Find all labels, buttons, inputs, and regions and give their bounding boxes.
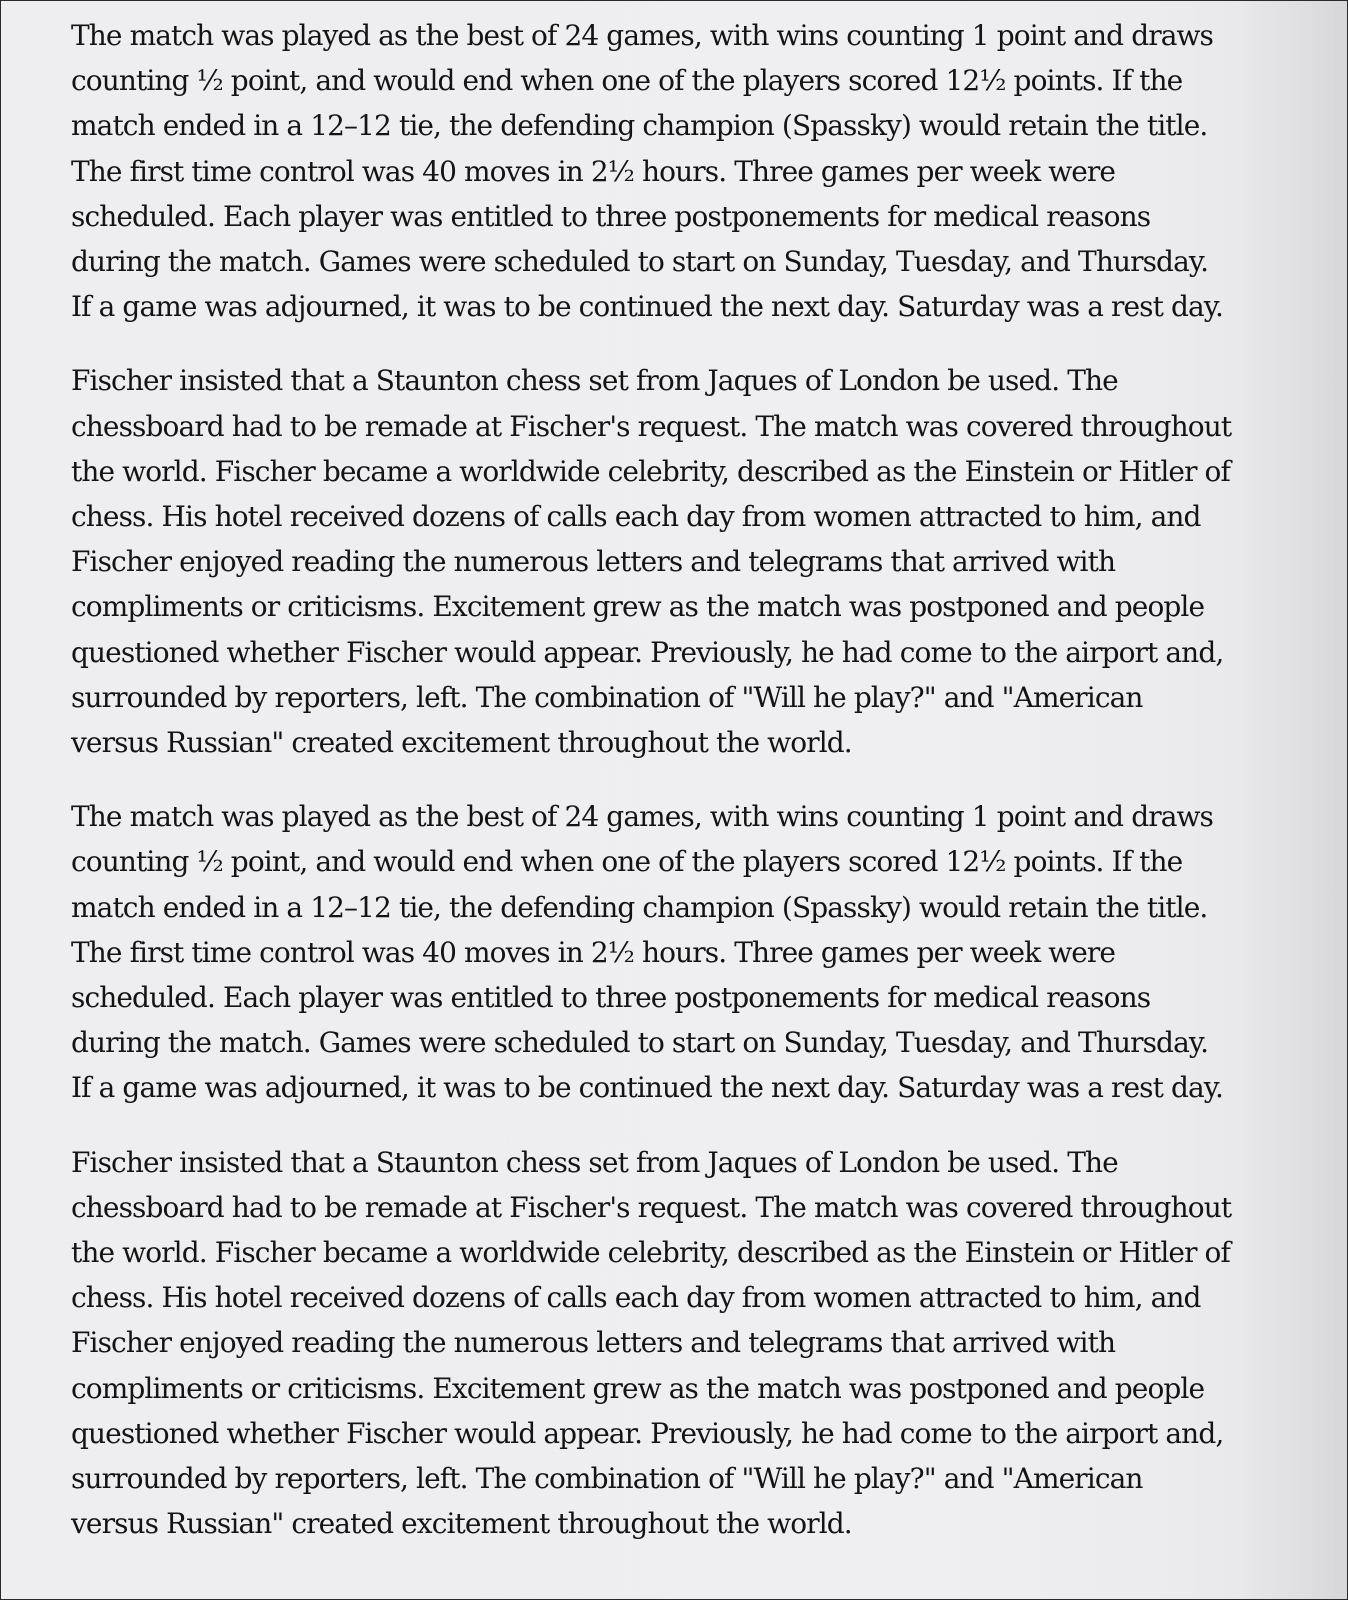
paragraph-1 (71, 13, 1321, 329)
text-line: The match was played as the best of 24 games, with wins counting 1 point and draws (71, 800, 1214, 834)
text-line: scheduled. Each player was entitled to three postponements for medical reasons (71, 199, 1151, 233)
text-line: counting ½ point, and would end when one of the players scored 12½ points. If the (71, 64, 1183, 98)
text-line: The first time control was 40 moves in 2½ hours. Three games per week were (71, 154, 1116, 188)
paragraph-2 (71, 358, 1321, 765)
text-line: surrounded by reporters, left. The combination of "Will he play?" and "American (71, 1462, 1143, 1496)
text-line: match ended in a 12–12 tie, the defending champion (Spassky) would retain the title. (71, 890, 1208, 924)
text-line: chess. His hotel received dozens of calls each day from women attracted to him, and (71, 1281, 1201, 1315)
text-line: The first time control was 40 moves in 2½ hours. Three games per week were (71, 935, 1116, 969)
document-body (71, 13, 1321, 1576)
text-line: questioned whether Fischer would appear. Previously, he had come to the airport and, (71, 635, 1224, 669)
text-line: during the match. Games were scheduled to start on Sunday, Tuesday, and Thursday. (71, 245, 1209, 279)
text-line: during the match. Games were scheduled to start on Sunday, Tuesday, and Thursday. (71, 1026, 1209, 1060)
text-line: compliments or criticisms. Excitement grew as the match was postponed and people (71, 1371, 1205, 1405)
text-line: chessboard had to be remade at Fischer's request. The match was covered throughout (71, 1190, 1232, 1224)
text-line: scheduled. Each player was entitled to three postponements for medical reasons (71, 981, 1151, 1015)
text-line: surrounded by reporters, left. The combination of "Will he play?" and "American (71, 680, 1143, 714)
text-line: the world. Fischer became a worldwide celebrity, described as the Einstein or Hitler of (71, 454, 1230, 488)
text-line: Fischer enjoyed reading the numerous letters and telegrams that arrived with (71, 545, 1116, 579)
text-line: match ended in a 12–12 tie, the defending champion (Spassky) would retain the title. (71, 109, 1208, 143)
text-line: versus Russian" created excitement throughout the world. (71, 1507, 852, 1541)
text-line: counting ½ point, and would end when one of the players scored 12½ points. If the (71, 845, 1183, 879)
paragraph-3 (71, 794, 1321, 1110)
paragraph-4 (71, 1140, 1321, 1547)
text-line: If a game was adjourned, it was to be continued the next day. Saturday was a rest day. (71, 290, 1223, 324)
text-line: If a game was adjourned, it was to be continued the next day. Saturday was a rest day. (71, 1071, 1223, 1105)
text-line: Fischer enjoyed reading the numerous letters and telegrams that arrived with (71, 1326, 1116, 1360)
text-line: The match was played as the best of 24 games, with wins counting 1 point and draws (71, 19, 1214, 52)
text-line: versus Russian" created excitement throughout the world. (71, 726, 852, 760)
text-line: compliments or criticisms. Excitement grew as the match was postponed and people (71, 590, 1205, 624)
text-line: the world. Fischer became a worldwide celebrity, described as the Einstein or Hitler of (71, 1236, 1230, 1270)
text-line: questioned whether Fischer would appear. Previously, he had come to the airport and, (71, 1416, 1224, 1450)
text-line: chess. His hotel received dozens of calls each day from women attracted to him, and (71, 500, 1201, 534)
text-line: chessboard had to be remade at Fischer's request. The match was covered throughout (71, 409, 1232, 443)
text-line: Fischer insisted that a Staunton chess set from Jaques of London be used. The (71, 1145, 1118, 1179)
text-line: Fischer insisted that a Staunton chess set from Jaques of London be used. The (71, 364, 1118, 398)
